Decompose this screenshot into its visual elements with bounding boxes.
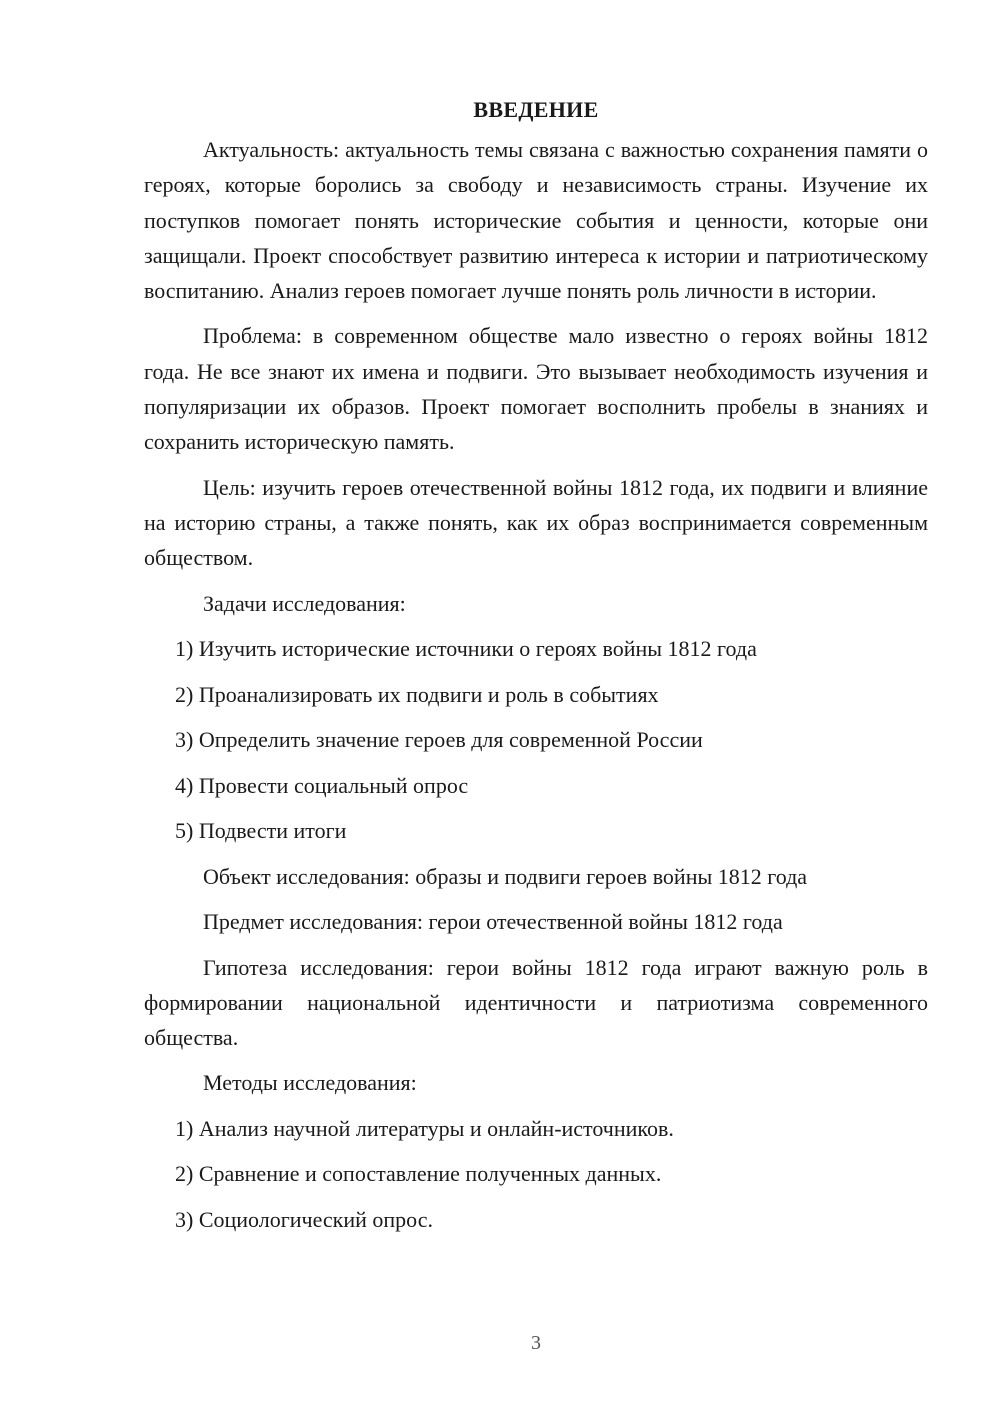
list-item: 2) Сравнение и сопоставление полученных данных. <box>175 1161 662 1187</box>
methods-heading: Методы исследования: <box>203 1070 417 1096</box>
subject-line: Предмет исследования: герои отечественной войны 1812 года <box>203 909 783 935</box>
list-item: 5) Подвести итоги <box>175 818 347 844</box>
tasks-list <box>144 631 928 848</box>
tasks-heading: Задачи исследования: <box>203 590 406 616</box>
list-item: 3) Социологический опрос. <box>175 1206 433 1232</box>
object-line: Объект исследования: образы и подвиги героев войны 1812 года <box>203 863 808 889</box>
hypothesis-paragraph: Гипотеза исследования: герои войны 1812 года играют важную роль в формировании национальной идентичности и патриотизма современного общества. <box>144 954 928 1051</box>
goal-paragraph: Цель: изучить героев отечественной войны 1812 года, их подвиги и влияние на историю страны, а также понять, как их образ воспринимается современным обществом. <box>144 474 928 571</box>
list-item: 4) Провести социальный опрос <box>175 772 469 798</box>
document-page <box>144 92 928 1247</box>
methods-list <box>144 1111 928 1237</box>
list-item: 1) Изучить исторические источники о героях войны 1812 года <box>175 636 757 662</box>
list-item: 1) Анализ научной литературы и онлайн-источников. <box>175 1115 674 1141</box>
page-number: 3 <box>531 1332 541 1354</box>
list-item: 3) Определить значение героев для современной России <box>175 727 703 753</box>
problem-paragraph: Проблема: в современном обществе мало известно о героях войны 1812 года. Не все знают их имена и подвиги. Это вызывает необходимость изучения и популяризации их образов. Проект помогает восполнить пробелы в знаниях и сохранить историческую память. <box>144 323 928 455</box>
section-title: ВВЕДЕНИЕ <box>473 97 599 122</box>
relevance-paragraph: Актуальность: актуальность темы связана с важностью сохранения памяти о героях, которые боролись за свободу и независимость страны. Изучение их поступков помогает понять исторические события и ценности, которые они защищали. Проект способствует развитию интереса к истории и патриотическому воспитанию. Анализ героев помогает лучше понять роль личности в истории. <box>144 137 928 304</box>
list-item: 2) Проанализировать их подвиги и роль в событиях <box>175 681 659 707</box>
